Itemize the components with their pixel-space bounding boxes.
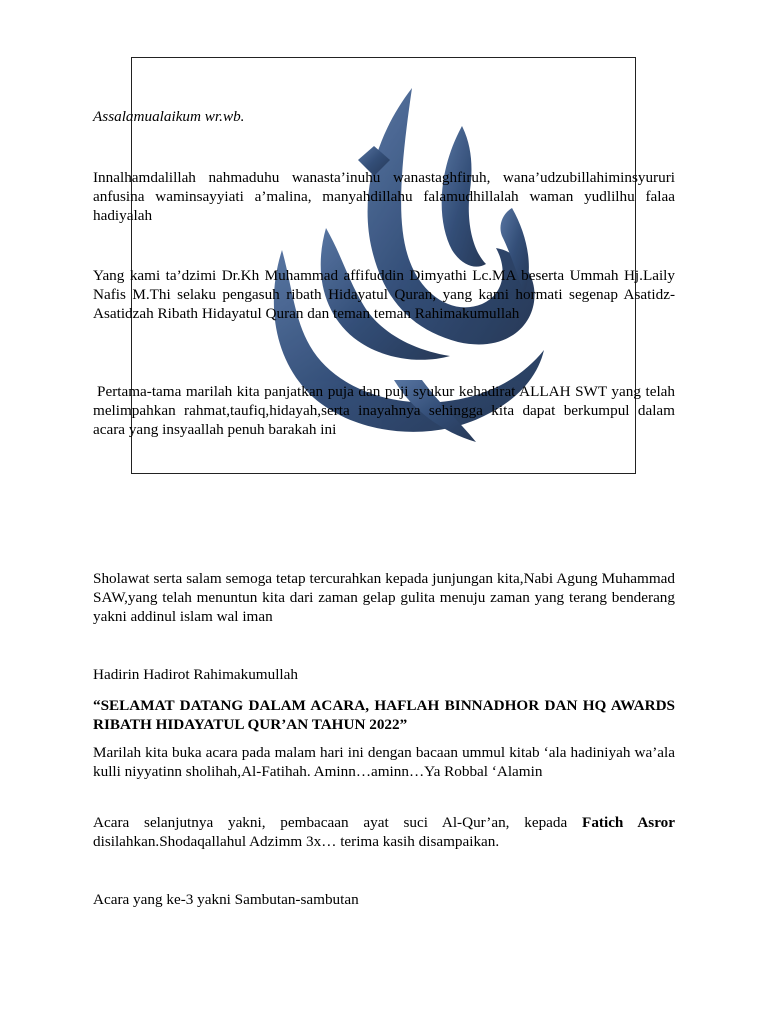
paragraph-yang-kami: Yang kami ta’dzimi Dr.Kh Muhammad affifuddin Dimyathi Lc.MA beserta Ummah Hj.Laily Nafis M.Thi selaku pengasuh ribath Hidayatul Quran, yang kami hormati segenap Asatidz-Asatidzah Ribath Hidayatul Quran dan teman teman Rahimakumullah	[93, 267, 675, 322]
welcome-heading: “SELAMAT DATANG DALAM ACARA, HAFLAH BINNADHOR DAN HQ AWARDS RIBATH HIDAYATUL QUR’AN TAHUN 2022”	[93, 697, 675, 733]
paragraph-selanjutnya	[93, 813, 675, 851]
selanjutnya-text-a: Acara selanjutnya yakni, pembacaan ayat suci Al-Qur’an, kepada	[93, 814, 568, 831]
paragraph-sholawat: Sholawat serta salam semoga tetap tercurahkan kepada junjungan kita,Nabi Agung Muhammad SAW,yang telah menuntun kita dari zaman gelap gulita menuju zaman yang terang benderang yakni addinul islam wal iman	[93, 570, 675, 625]
selanjutnya-text-b: disilahkan.Shodaqallahul Adzimm 3x… terima kasih disampaikan.	[93, 833, 500, 850]
paragraph-pertama: Pertama-tama marilah kita panjatkan puja dan puji syukur kehadirat ALLAH SWT yang telah melimpahkan rahmat,taufiq,hidayah,serta inayahnya sehingga kita dapat berkumpul dalam acara yang insyaallah penuh barakah ini	[93, 383, 675, 438]
reader-name: Fatich Asror	[582, 814, 676, 831]
greeting-text: Assalamualaikum wr.wb.	[93, 108, 245, 125]
paragraph-marilah: Marilah kita buka acara pada malam hari ini dengan bacaan ummul kitab ‘ala hadiniyah wa’ala kulli niyyatinn sholihah,Al-Fatihah. Aminn…aminn…Ya Robbal ‘Alamin	[93, 744, 675, 780]
paragraph-innalhamdalillah: Innalhamdalillah nahmaduhu wanasta’inuhu wanastaghfiruh, wana’udzubillahiminsyururi anfusina waminsayyiati a’malina, manyahdillahu falamudhillalah waman yudlilhu falaa hadiyalah	[93, 169, 675, 224]
paragraph-hadirin: Hadirin Hadirot Rahimakumullah	[93, 666, 298, 683]
paragraph-acara-ke3: Acara yang ke-3 yakni Sambutan-sambutan	[93, 891, 359, 908]
